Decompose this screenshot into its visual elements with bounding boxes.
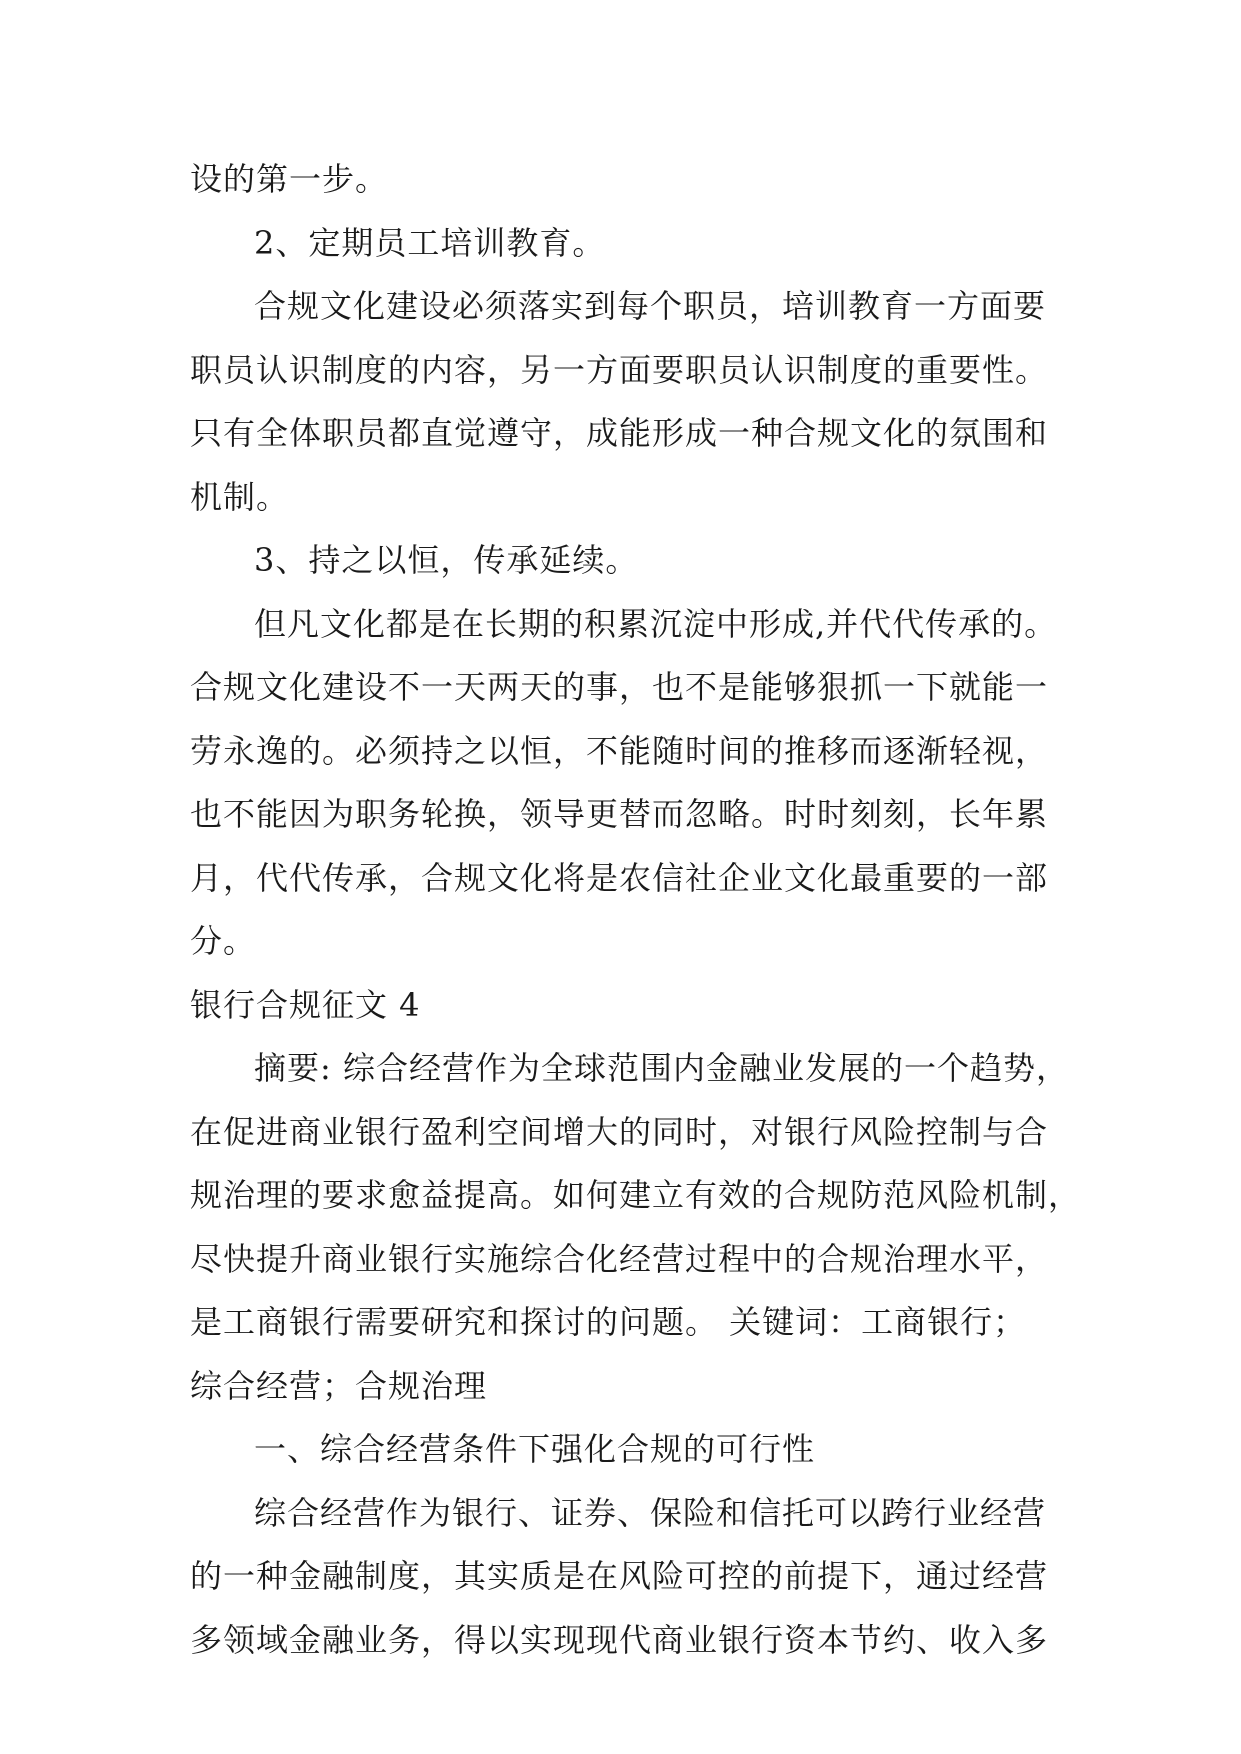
text-line: 合规文化建设必须落实到每个职员，培训教育一方面要 [254,287,1047,325]
abstract-line: 摘要: 综合经营作为全球范围内金融业发展的一个趋势， [254,1049,1069,1087]
text-line: 月，代代传承，合规文化将是农信社企业文化最重要的一部 [190,858,1049,897]
text-line: 但凡文化都是在长期的积累沉淀中形成,并代代传承的。 [254,604,1058,643]
text-line: 分。 [190,922,257,960]
document-body [190,148,1082,1672]
text-line: 综合经营作为银行、证券、保险和信托可以跨行业经营 [254,1493,1047,1532]
text-line: 机制。 [190,477,290,516]
text-line: 的一种金融制度，其实质是在风险可控的前提下，通过经营 [190,1557,1049,1595]
text-line: 劳永逸的。必须持之以恒，不能随时间的推移而逐渐轻视， [190,731,1049,770]
section-heading-1: 一、综合经营条件下强化合规的可行性 [254,1430,816,1468]
abstract-line: 尽快提升商业银行实施综合化经营过程中的合规治理水平， [190,1239,1049,1278]
text-line: 职员认识制度的内容，另一方面要职员认识制度的重要性。 [190,350,1049,389]
article-title: 银行合规征文 4 [190,985,421,1024]
text-line: 也不能因为职务轮换，领导更替而忽略。时时刻刻，长年累 [190,795,1049,833]
abstract-line: 规治理的要求愈益提高。如何建立有效的合规防范风险机制， [190,1176,1082,1214]
text-line: 多领域金融业务，得以实现现代商业银行资本节约、收入多 [190,1620,1049,1659]
keywords-line: 综合经营；合规治理 [190,1366,488,1405]
abstract-line: 是工商银行需要研究和探讨的问题。 关键词：工商银行； [190,1303,1027,1341]
abstract-line: 在促进商业银行盈利空间增大的同时，对银行风险控制与合 [190,1112,1049,1151]
section-heading-3: 3、持之以恒，传承延续。 [254,541,639,579]
text-line: 合规文化建设不一天两天的事，也不是能够狠抓一下就能一 [190,668,1049,706]
text-line: 设的第一步。 [190,160,389,198]
section-heading-2: 2、定期员工培训教育。 [254,223,606,262]
text-line: 只有全体职员都直觉遵守，成能形成一种合规文化的氛围和 [190,414,1049,452]
